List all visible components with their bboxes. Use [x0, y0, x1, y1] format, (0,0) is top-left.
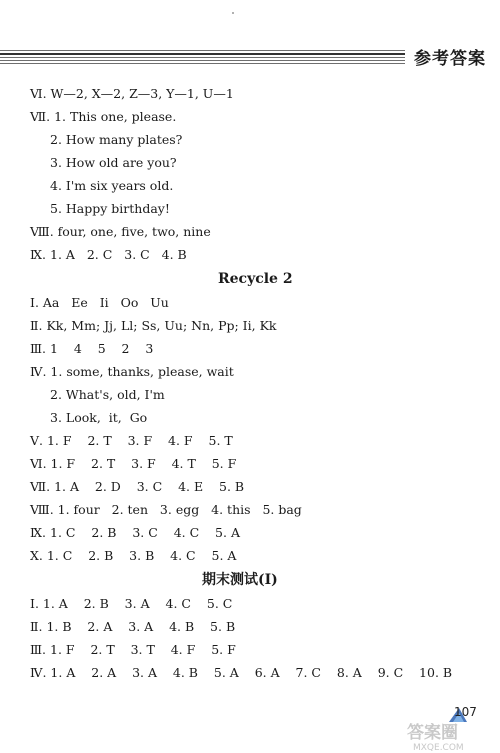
header-rule [0, 50, 405, 70]
answer-line: Ⅲ. 1. F 2. T 3. T 4. F 5. F [30, 642, 236, 657]
answer-line: Ⅳ. 1. A 2. A 3. A 4. B 5. A 6. A 7. C 8. A 9. C 10. B [30, 665, 453, 680]
answer-line: Ⅵ. W—2, X—2, Z—3, Y—1, U—1 [30, 86, 234, 101]
section-title-recycle: Recycle 2 [218, 271, 293, 287]
answer-line: Ⅸ. 1. C 2. B 3. C 4. C 5. A [30, 525, 240, 540]
answer-line: Ⅷ. four, one, five, two, nine [30, 224, 211, 239]
answer-line: 2. How many plates? [50, 132, 183, 147]
answer-line: 2. What's, old, I'm [50, 387, 165, 402]
scan-dot [232, 12, 234, 14]
answer-line: Ⅸ. 1. A 2. C 3. C 4. B [30, 247, 187, 262]
answer-line: Ⅰ. 1. A 2. B 3. A 4. C 5. C [30, 596, 233, 611]
answer-line: Ⅱ. 1. B 2. A 3. A 4. B 5. B [30, 619, 236, 634]
watermark-logo-icon [403, 718, 498, 753]
header-title: 参考答案 [414, 49, 486, 69]
answer-line: Ⅵ. 1. F 2. T 3. F 4. T 5. F [30, 456, 237, 471]
page-header [0, 0, 500, 72]
answer-line: Ⅲ. 1 4 5 2 3 [30, 341, 154, 356]
answer-line: Ⅴ. 1. F 2. T 3. F 4. F 5. T [30, 433, 233, 448]
answer-line: Ⅶ. 1. A 2. D 3. C 4. E 5. B [30, 479, 245, 494]
watermark-url: MXQE.COM [413, 743, 464, 753]
answer-line: Ⅹ. 1. C 2. B 3. B 4. C 5. A [30, 548, 237, 563]
answer-line: Ⅶ. 1. This one, please. [30, 109, 177, 124]
answer-line: 5. Happy birthday! [50, 201, 170, 216]
page-number: 107 [454, 705, 477, 719]
answer-line: 3. How old are you? [50, 155, 177, 170]
watermark-text: 答案圈 [407, 723, 458, 743]
answer-line: Ⅰ. Aa Ee Ii Oo Uu [30, 295, 169, 310]
section-title-final-test: 期末测试(Ⅰ) [202, 572, 278, 588]
answer-line: 3. Look, it, Go [50, 410, 148, 425]
answer-line: Ⅱ. Kk, Mm; Jj, Ll; Ss, Uu; Nn, Pp; Ii, Kk [30, 318, 277, 333]
answer-line: Ⅳ. 1. some, thanks, please, wait [30, 364, 234, 379]
answer-line: Ⅷ. 1. four 2. ten 3. egg 4. this 5. bag [30, 502, 302, 517]
answer-line: 4. I'm six years old. [50, 178, 174, 193]
